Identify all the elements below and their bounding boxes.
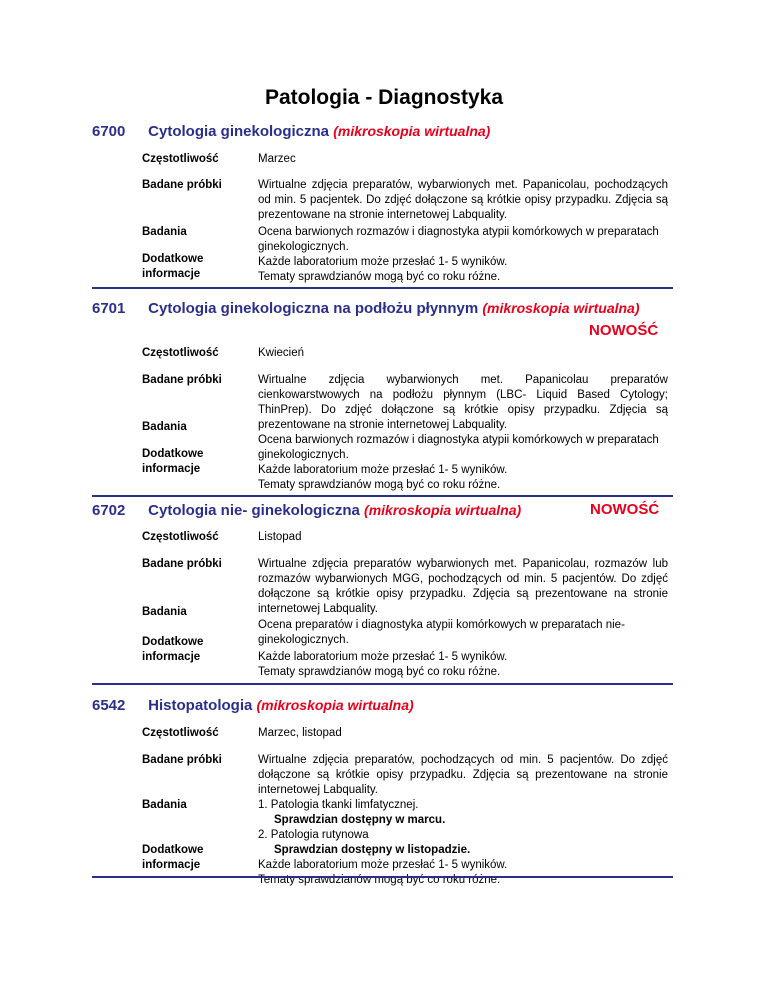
section-header-6700 <box>92 123 674 140</box>
virtual-tag: (mikroskopia wirtualna) <box>256 697 414 713</box>
value-extra <box>258 255 668 285</box>
value-samples: Wirtualne zdjęcia preparatów wybarwionych met. Papanicolau, rozmazów lub rozmazów wybarwionych MGG, pochodzących od min. 5 pacjentów. Do zdjęć dołączone są krótkie opisy przypadku. Zdjęcia są prezentowane na stronie internetowej Labquality. <box>258 558 668 615</box>
tests-item: 2. Patologia rutynowa <box>258 829 369 841</box>
new-badge: NOWOŚĆ <box>589 322 659 339</box>
section-name: Cytologia nie- ginekologiczna <box>148 502 360 519</box>
extra-line: Tematy sprawdzianów mogą być co roku różne. <box>258 666 501 678</box>
section-divider <box>92 495 673 497</box>
extra-line: Każde laboratorium może przesłać 1- 5 wyników. <box>258 464 508 476</box>
section-divider <box>92 683 673 685</box>
value-extra <box>258 650 668 680</box>
value-frequency: Listopad <box>258 531 302 543</box>
value-frequency: Marzec <box>258 153 296 165</box>
label-samples: Badane próbki <box>142 754 222 766</box>
new-badge: NOWOŚĆ <box>590 501 660 518</box>
value-samples: Wirtualne zdjęcia preparatów, wybarwionych met. Papanicolau, pochodzących od min. 5 pacjentek. Do zdjęć dołączone są krótkie opisy przypadku. Zdjęcia są prezentowane na stronie internetowej Labquality. <box>258 179 668 221</box>
section-name: Cytologia ginekologiczna <box>148 123 330 140</box>
extra-line: Tematy sprawdzianów mogą być co roku różne. <box>258 874 501 886</box>
label-tests: Badania <box>142 421 187 433</box>
section-divider <box>92 876 673 878</box>
extra-line: Tematy sprawdzianów mogą być co roku różne. <box>258 479 501 491</box>
label-samples: Badane próbki <box>142 374 222 386</box>
extra-line: Każde laboratorium może przesłać 1- 5 wyników. <box>258 859 508 871</box>
virtual-tag: (mikroskopia wirtualna) <box>364 502 522 518</box>
label-tests: Badania <box>142 226 187 238</box>
value-samples: Wirtualne zdjęcia wybarwionych met. Papanicolau preparatów cienkowarstwowych na podłożu płynnym (LBC- Liquid Based Cytology; ThinPrep). Do zdjęć dołączone są krótkie opisy przypadku. Zdjęcia są prezentowane na stronie internetowej Labquality. <box>258 374 668 431</box>
value-extra <box>258 858 668 888</box>
section-code: 6701 <box>92 300 126 317</box>
tests-item-note: Sprawdzian dostępny w marcu. <box>274 814 446 826</box>
tests-item-note: Sprawdzian dostępny w listopadzie. <box>274 844 471 856</box>
section-code: 6702 <box>92 502 126 519</box>
section-code: 6700 <box>92 123 126 140</box>
tests-item: 1. Patologia tkanki limfatycznej. <box>258 799 419 811</box>
label-frequency: Częstotliwość <box>142 531 219 543</box>
value-frequency: Marzec, listopad <box>258 727 342 739</box>
virtual-tag: (mikroskopia wirtualna) <box>482 300 640 316</box>
value-frequency: Kwiecień <box>258 347 305 359</box>
label-samples: Badane próbki <box>142 179 222 191</box>
value-extra <box>258 463 668 493</box>
page-title: Patologia - Diagnostyka <box>264 86 504 109</box>
value-tests: Ocena barwionych rozmazów i diagnostyka atypii komórkowych w preparatach ginekologicznych. <box>258 226 659 253</box>
label-extra: Dodatkowe informacje <box>142 844 204 871</box>
label-tests: Badania <box>142 799 187 811</box>
value-tests: Ocena barwionych rozmazów i diagnostyka atypii komórkowych w preparatach ginekologicznych. <box>258 434 659 461</box>
section-name: Cytologia ginekologiczna na podłożu płynnym <box>148 300 479 317</box>
label-frequency: Częstotliwość <box>142 727 219 739</box>
label-tests: Badania <box>142 606 187 618</box>
extra-line: Każde laboratorium może przesłać 1- 5 wyników. <box>258 256 508 268</box>
value-tests <box>258 798 668 858</box>
section-divider <box>92 287 673 289</box>
virtual-tag: (mikroskopia wirtualna) <box>333 123 491 139</box>
label-extra: Dodatkowe informacje <box>142 636 204 663</box>
label-extra: Dodatkowe informacje <box>142 253 204 280</box>
section-name: Histopatologia <box>148 697 253 714</box>
label-frequency: Częstotliwość <box>142 153 219 165</box>
section-header-6542 <box>92 697 674 714</box>
section-code: 6542 <box>92 697 126 714</box>
extra-line: Tematy sprawdzianów mogą być co roku różne. <box>258 271 501 283</box>
section-header-6701 <box>92 300 674 317</box>
value-samples: Wirtualne zdjęcia preparatów, pochodzących od min. 5 pacjentów. Do zdjęć dołączone są krótkie opisy przypadku. Zdjęcia są prezentowane na stronie internetowej Labquality. <box>258 754 668 796</box>
section-header-6702 <box>92 502 674 519</box>
value-tests: Ocena preparatów i diagnostyka atypii komórkowych w preparatach nie-ginekologicznych. <box>258 619 625 646</box>
label-extra: Dodatkowe informacje <box>142 448 204 475</box>
extra-line: Każde laboratorium może przesłać 1- 5 wyników. <box>258 651 508 663</box>
label-frequency: Częstotliwość <box>142 347 219 359</box>
label-samples: Badane próbki <box>142 558 222 570</box>
